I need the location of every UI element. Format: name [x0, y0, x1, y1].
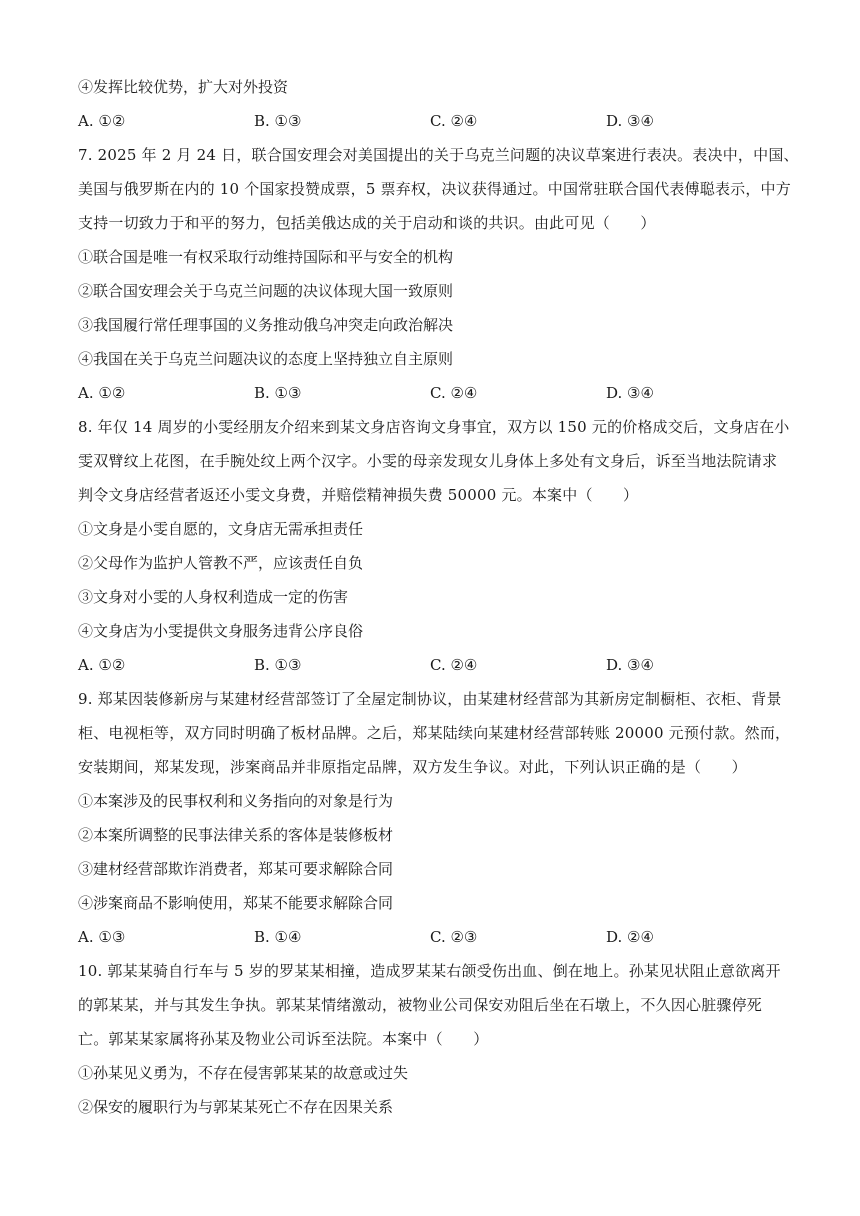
q9-stem-line-1: 9. 郑某因装修新房与某建材经营部签订了全屋定制协议，由某建材经营部为其新房定制橱柜、衣柜、背景 [78, 690, 782, 708]
q9-item-1: ①本案涉及的民事权利和义务指向的对象是行为 [78, 792, 394, 810]
q7-item-3: ③我国履行常任理事国的义务推动俄乌冲突走向政治解决 [78, 316, 454, 334]
q8-option-d: D. ③④ [606, 656, 654, 674]
q8-item-2: ②父母作为监护人管教不严，应该责任自负 [78, 554, 364, 572]
q9-option-c: C. ②③ [430, 928, 478, 946]
q7-stem-line-3: 支持一切致力于和平的努力，包括美俄达成的关于启动和谈的共识。由此可见（ ） [78, 214, 656, 232]
exam-page [78, 70, 799, 1124]
q9-options [78, 920, 784, 954]
q10-stem-line-2: 的郭某某，并与其发生争执。郭某某情绪激动，被物业公司保安劝阻后坐在石墩上，不久因心脏骤停死 [78, 996, 763, 1014]
q9-option-d: D. ②④ [606, 928, 654, 946]
q8-options [78, 648, 784, 682]
q6-options [78, 104, 784, 138]
q10-item-2: ②保安的履职行为与郭某某死亡不存在因果关系 [78, 1098, 394, 1116]
q8-item-4: ④文身店为小雯提供文身服务违背公序良俗 [78, 622, 364, 640]
q8-option-c: C. ②④ [430, 656, 478, 674]
q9-stem-line-2: 柜、电视柜等，双方同时明确了板材品牌。之后，郑某陆续向某建材经营部转账 20000 元预付款。然而， [78, 724, 791, 742]
q9-option-b: B. ①④ [254, 928, 302, 946]
q9-option-a: A. ①③ [78, 928, 126, 946]
q8-stem-line-3: 判令文身店经营者返还小雯文身费，并赔偿精神损失费 50000 元。本案中（ ） [78, 486, 639, 504]
q7-options [78, 376, 784, 410]
q8-item-3: ③文身对小雯的人身权利造成一定的伤害 [78, 588, 349, 606]
q7-stem-line-2: 美国与俄罗斯在内的 10 个国家投赞成票，5 票弃权，决议获得通过。中国常驻联合国代表傅聪表示，中方 [78, 180, 791, 198]
q7-option-c: C. ②④ [430, 384, 478, 402]
q9-item-2: ②本案所调整的民事法律关系的客体是装修板材 [78, 826, 394, 844]
q7-item-2: ②联合国安理会关于乌克兰问题的决议体现大国一致原则 [78, 282, 454, 300]
q10-stem-line-3: 亡。郭某某家属将孙某及物业公司诉至法院。本案中（ ） [78, 1030, 489, 1048]
q6-option-c: C. ②④ [430, 112, 478, 130]
q8-option-a: A. ①② [78, 656, 126, 674]
q9-item-3: ③建材经营部欺诈消费者，郑某可要求解除合同 [78, 860, 394, 878]
q7-item-4: ④我国在关于乌克兰问题决议的态度上坚持独立自主原则 [78, 350, 454, 368]
q6-option-d: D. ③④ [606, 112, 654, 130]
q8-option-b: B. ①③ [254, 656, 302, 674]
q9-item-4: ④涉案商品不影响使用，郑某不能要求解除合同 [78, 894, 394, 912]
q6-item-4: ④发挥比较优势，扩大对外投资 [78, 78, 289, 96]
q8-item-1: ①文身是小雯自愿的，文身店无需承担责任 [78, 520, 364, 538]
q7-stem-line-1: 7. 2025 年 2 月 24 日，联合国安理会对美国提出的关于乌克兰问题的决议草案进行表决。表决中，中国、 [78, 146, 799, 164]
q6-option-b: B. ①③ [254, 112, 302, 130]
q10-item-1: ①孙某见义勇为，不存在侵害郭某某的故意或过失 [78, 1064, 409, 1082]
q9-stem-line-3: 安装期间，郑某发现，涉案商品并非原指定品牌，双方发生争议。对此，下列认识正确的是（ ） [78, 758, 747, 776]
q10-stem-line-1: 10. 郭某某骑自行车与 5 岁的罗某某相撞，造成罗某某右颌受伤出血、倒在地上。孙某见状阻止意欲离开 [78, 962, 781, 980]
q7-option-a: A. ①② [78, 384, 126, 402]
q7-option-b: B. ①③ [254, 384, 302, 402]
q7-item-1: ①联合国是唯一有权采取行动维持国际和平与安全的机构 [78, 248, 454, 266]
q6-option-a: A. ①② [78, 112, 126, 130]
q8-stem-line-1: 8. 年仅 14 周岁的小雯经朋友介绍来到某文身店咨询文身事宜，双方以 150 元的价格成交后，文身店在小 [78, 418, 790, 436]
q8-stem-line-2: 雯双臂纹上花图，在手腕处纹上两个汉字。小雯的母亲发现女儿身体上多处有文身后，诉至当地法院请求 [78, 452, 778, 470]
q7-option-d: D. ③④ [606, 384, 654, 402]
